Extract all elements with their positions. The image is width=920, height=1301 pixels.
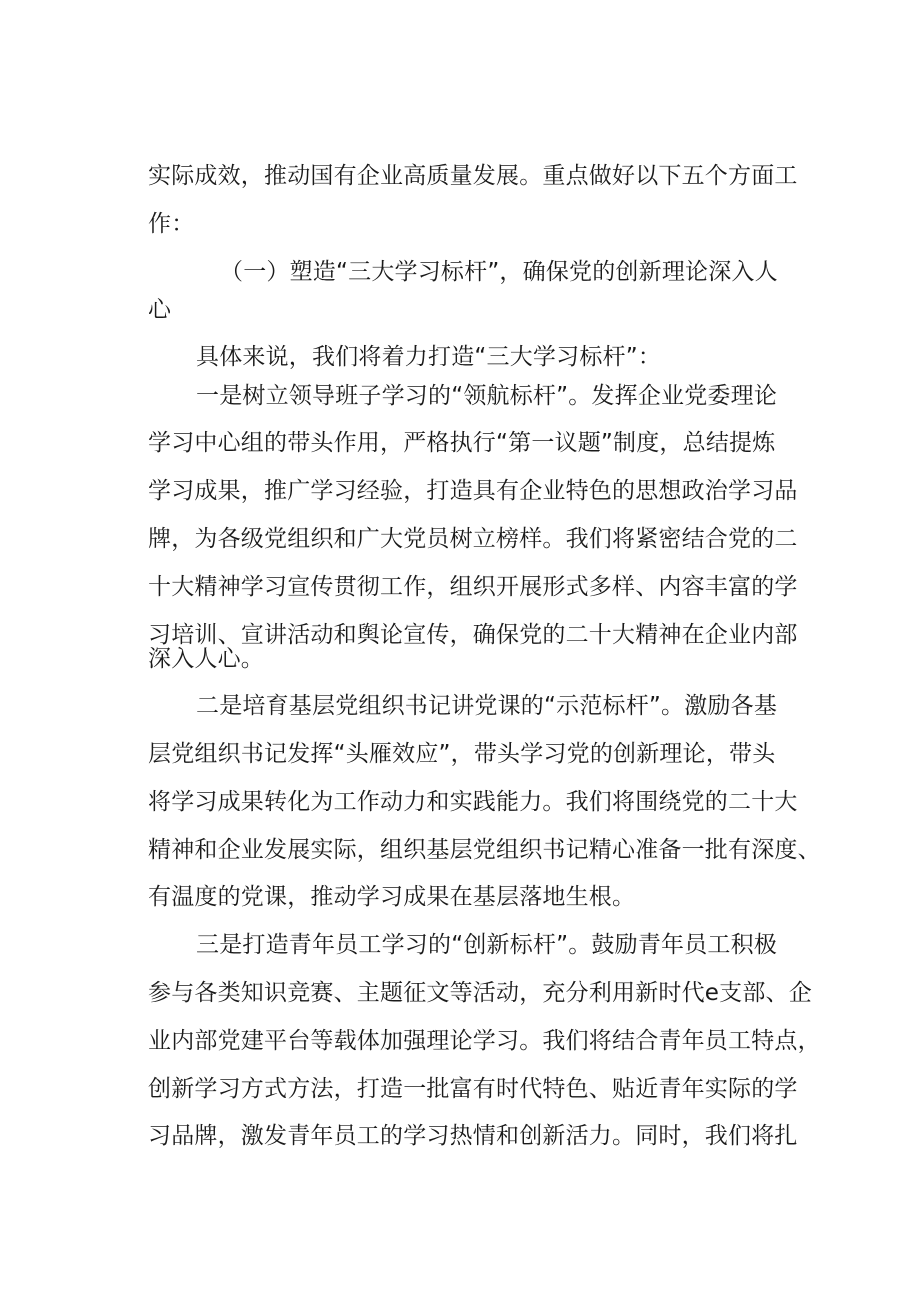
paragraph-line: 习品牌，激发青年员工的学习热情和创新活力。同时，我们将扎	[148, 1123, 798, 1149]
paragraph-line: 创新学习方式方法，打造一批富有时代特色、贴近青年实际的学	[148, 1076, 798, 1102]
paragraph-line: 作：	[148, 211, 195, 237]
paragraph-line: 习培训、宣讲活动和舆论宣传，确保党的二十大精神在企业内部	[148, 622, 798, 648]
paragraph-line: 业内部党建平台等载体加强理论学习。我们将结合青年员工特点，	[148, 1028, 821, 1054]
paragraph-line: 实际成效，推动国有企业高质量发展。重点做好以下五个方面工	[148, 163, 798, 189]
section-heading: （一）塑造“三大学习标杆”，确保党的创新理论深入人	[220, 259, 778, 285]
paragraph-line: 参与各类知识竞赛、主题征文等活动，充分利用新时代e支部、企	[148, 980, 812, 1006]
paragraph-line: 学习成果，推广学习经验，打造具有企业特色的思想政治学习品	[148, 478, 798, 504]
paragraph-line: 层党组织书记发挥“头雁效应”，带头学习党的创新理论，带头	[148, 741, 776, 767]
paragraph-line: 牌，为各级党组织和广大党员树立榜样。我们将紧密结合党的二	[148, 526, 798, 552]
paragraph-line: 精神和企业发展实际，组织基层党组织书记精心准备一批有深度、	[148, 837, 821, 863]
section-heading-continuation: 心	[148, 297, 172, 323]
paragraph-line: 三是打造青年员工学习的“创新标杆”。鼓励青年员工积极	[196, 932, 778, 958]
paragraph-line: 二是培育基层党组织书记讲党课的“示范标杆”。激励各基	[196, 693, 778, 719]
paragraph-line: 一是树立领导班子学习的“领航标杆”。发挥企业党委理论	[196, 383, 778, 409]
paragraph-line: 学习中心组的带头作用，严格执行“第一议题”制度，总结提炼	[148, 430, 776, 456]
paragraph-line: 十大精神学习宣传贯彻工作，组织开展形式多样、内容丰富的学	[148, 574, 798, 600]
paragraph-line: 将学习成果转化为工作动力和实践能力。我们将围绕党的二十大	[148, 789, 798, 815]
paragraph-line: 具体来说，我们将着力打造“三大学习标杆”：	[196, 344, 662, 370]
paragraph-line: 深入人心。	[148, 646, 264, 672]
paragraph-line: 有温度的党课，推动学习成果在基层落地生根。	[148, 884, 636, 910]
